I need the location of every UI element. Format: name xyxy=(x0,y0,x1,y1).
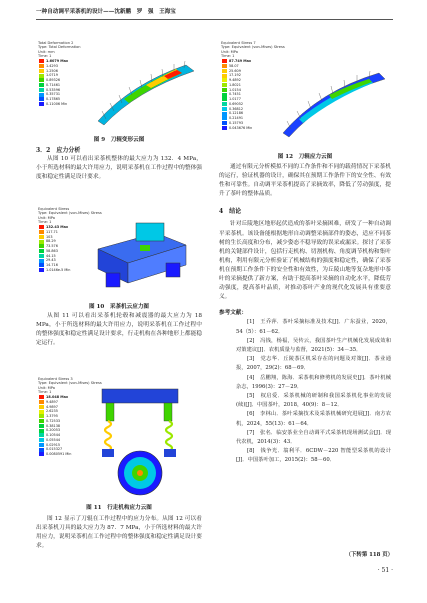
legend-value: 0.69052 xyxy=(229,101,244,106)
running-header: 一种自动调平采茶机的设计——沈新鹏 罗 强 王海宝 xyxy=(36,9,176,15)
figure-meta: Total Deformation 2 Type: Total Deformation Unit: mm Time: 1 xyxy=(38,41,81,59)
reference-item: [8] 钱争光．翁利平．6CDW－220 智能型采茶机的设计[J]．中国茶叶加工，2015(2)：58－60． xyxy=(236,448,391,464)
legend-value: 25.609 xyxy=(229,68,241,73)
legend-value: 132.43 Max xyxy=(46,225,69,229)
legend-value: 103 xyxy=(46,234,53,239)
continued-note: （下转第 118 页） xyxy=(345,552,393,558)
reference-item: [6] 李林山．茶叶采摘技术及采茶机械研究进展[J]．南方农机，2024，55(13)：61－64． xyxy=(236,411,391,427)
legend-value: 0.0080591 Min xyxy=(46,452,72,456)
legend-value: 0.7451 xyxy=(229,92,241,97)
legend-value: 0.10544 xyxy=(46,433,61,437)
header-rule xyxy=(36,19,393,20)
legend-value: 58.07 xyxy=(229,63,239,68)
section-heading: 4 结论 xyxy=(219,208,242,216)
legend-value: 1.0177 xyxy=(229,97,241,101)
legend-value: 17.192 xyxy=(229,73,241,78)
figure-meta: Equivalent Stress Type: Equivalent (von-Mises) Stress Unit: MPa Time: 1 xyxy=(38,207,102,225)
stress-plot xyxy=(219,39,391,147)
section-heading: 3．2 应力分析 xyxy=(36,147,81,154)
legend-value: 44.15 xyxy=(46,253,56,258)
figure-meta: Equivalent Stress 7 Type: Equivalent (von-Mises) Stress Unit: MPa Time: 1 xyxy=(221,41,285,59)
machine-model xyxy=(36,205,202,293)
page-number: · 51 · xyxy=(377,567,393,574)
legend-value: 0.21491 xyxy=(229,116,244,120)
legend-value: 1.0154 xyxy=(229,87,241,92)
legend-value: 0.38138 xyxy=(46,423,61,428)
legend-value: 0.72533 xyxy=(46,418,61,423)
reference-item: [3] 党志华．丘陵茶区机采存在的问题及对策[J]．茶业通报，2007，29(2)：68－69． xyxy=(236,356,391,372)
reference-item: [5] 权启爱．采茶机械的研制和我国采茶机化事业的发展(续)[J]．中国茶叶，2018，40(9)：8－12． xyxy=(236,393,391,409)
legend-value: 1.3795 xyxy=(46,414,58,418)
legend-value: 0.89326 xyxy=(46,78,61,82)
legend-value: 9.4892 xyxy=(229,78,241,82)
legend-value: 2.6235 xyxy=(46,409,58,414)
paragraph: 从图 11 可以看出采茶机轮毂和减震器的最大应力为 18 MPa，小于所选材料的最大许用应力，说明采茶机在工作过程中的整体强度和稳定性满足设计要求，行走机构在各种地形上都能稳定运行。 xyxy=(36,313,202,347)
reference-item: [2] 冯钱，杨福，吴传云，我国茶叶生产机械化发展成效和对策建议[J]．农机质量与监督，2021(5)：34－35． xyxy=(236,337,391,354)
references-list xyxy=(219,318,391,465)
legend-value: 0.05544 xyxy=(46,437,61,442)
legend-value: 1.8021 xyxy=(229,82,241,87)
legend-value: 1.0719 xyxy=(46,73,58,78)
legend-value: 1.4293 xyxy=(46,63,58,68)
reference-item: [4] 岳鹏翔，陈海．采茶机和修剪机的发展史[J]．茶叶机械杂志，1996(3)：27－29． xyxy=(236,374,391,390)
legend-value: 0.02915 xyxy=(46,442,61,447)
paragraph: 从图 10 可以看出采茶机整体的最大应力为 132．4 MPa，小于所选材料的最大许用应力，说明采茶机在工作过程中的整体强度和稳定性满足设计要求。 xyxy=(36,156,202,181)
left-column-top xyxy=(36,146,202,182)
legend-value: 18.048 Max xyxy=(46,395,69,399)
legend-value: 0.53596 xyxy=(46,87,61,92)
figure-9-caption: 图 9 刀辊变形云图 xyxy=(93,137,145,143)
left-column-bottom xyxy=(36,515,202,551)
legend-value: 9.4897 xyxy=(46,399,58,404)
legend-value: 14.716 xyxy=(46,263,58,267)
legend-value: 73.576 xyxy=(46,244,58,248)
legend-value: 0.015327 xyxy=(46,447,63,452)
legend-value: 0.12186 xyxy=(229,111,244,116)
legend-value: 88.29 xyxy=(46,239,56,244)
legend-value: 0.71461 xyxy=(46,82,61,87)
legend-value: 0.20053 xyxy=(46,428,61,433)
figure-9-blade-deformation xyxy=(36,39,202,129)
legend-value: 87.749 Max xyxy=(229,59,252,63)
legend-value: 1.6079 Max xyxy=(46,59,69,63)
references-heading: 参考文献： xyxy=(219,310,247,317)
legend-value: 29.43 xyxy=(46,258,56,263)
figure-10-caption: 图 10 采茶机云应力图 xyxy=(88,304,150,310)
paragraph: 针对丘陵地区地形起伏造成的茶叶采摘困难，研发了一种自动调平采茶机。该设备能根据地形自动调整采摘部件的姿态，适应不同茶树的生长高度和分布，减少姿态不稳导致的误采或漏采。探讨了采茶机的关键部件设计，包括行走机构、切割机构、角度调节机构和集叶机构，利用有限元分析验证了机械结构的强度和稳定性，确保了采茶机在预期工作条件下的安全性和有效性，为丘陵山地等复杂地形中茶叶的采摘提供了新方案，有助于提高茶叶采摘的自动化水平，降低劳动强度，提高茶叶品质，对推动茶叶产业的现代化发展具有重要意义。 xyxy=(219,221,391,301)
figure-meta: Equivalent Stress 3 Type: Equivalent (von-Mises) Stress Unit: MPa Time: 1 xyxy=(38,377,102,395)
paragraph: 图 12 显示了刀辊在工作过程中的应力分布。从图 12 可以看出采茶机刀具的最大应力为 87．7 MPa，小于所选材料的最大许用应力，说明采茶机在工作过程中的整体强度和稳定性满足设计要求。 xyxy=(36,516,202,550)
legend-value: 0.17865 xyxy=(46,97,61,101)
figure-11-caption: 图 11 行走机构应力云图 xyxy=(86,505,152,511)
figure-12-blade-stress xyxy=(219,39,391,147)
deformation-plot xyxy=(36,39,202,129)
legend-value: 0.11006 Min xyxy=(46,101,68,106)
legend-value: 58.863 xyxy=(46,248,58,253)
paragraph: 通过有限元分析模拟不同的工作条件和不同的载荷情况下采茶机的运行，验证机器的设计，确保其在预期工作条件下的安全性、有效性和可靠性。自动调平采茶机提高了采摘效率，降低了劳动强度，提升了茶叶的整体品质。 xyxy=(219,164,391,198)
legend-value: 0.36812 xyxy=(229,106,244,111)
legend-value: 1.2506 xyxy=(46,68,58,73)
legend-value: 0.043676 Min xyxy=(229,125,253,130)
wheel-spring-model xyxy=(36,375,202,497)
reference-item: [1] 王乔萍．茶叶采摘标准及技术[J]．广东蚕业，2020，54（5）：61－62． xyxy=(236,319,391,335)
reference-item: [7] 张名．临安茶业全自动调平式采茶机现场测试会[J]．现代农机，2014(3)：43． xyxy=(236,429,391,446)
legend-value: 0.35731 xyxy=(46,92,61,97)
figure-12-caption: 图 12 刀辊应力云图 xyxy=(277,154,333,160)
legend-value: 4.9897 xyxy=(46,404,58,409)
figure-10-machine-stress xyxy=(36,205,202,293)
legend-value: 117.71 xyxy=(46,229,58,234)
left-column-mid xyxy=(36,312,202,348)
right-column xyxy=(219,163,391,466)
legend-value: 0.15793 xyxy=(229,120,244,125)
figure-11-walking-mechanism-stress xyxy=(36,375,202,497)
legend-value: 1.0146e-5 Min xyxy=(46,267,71,272)
